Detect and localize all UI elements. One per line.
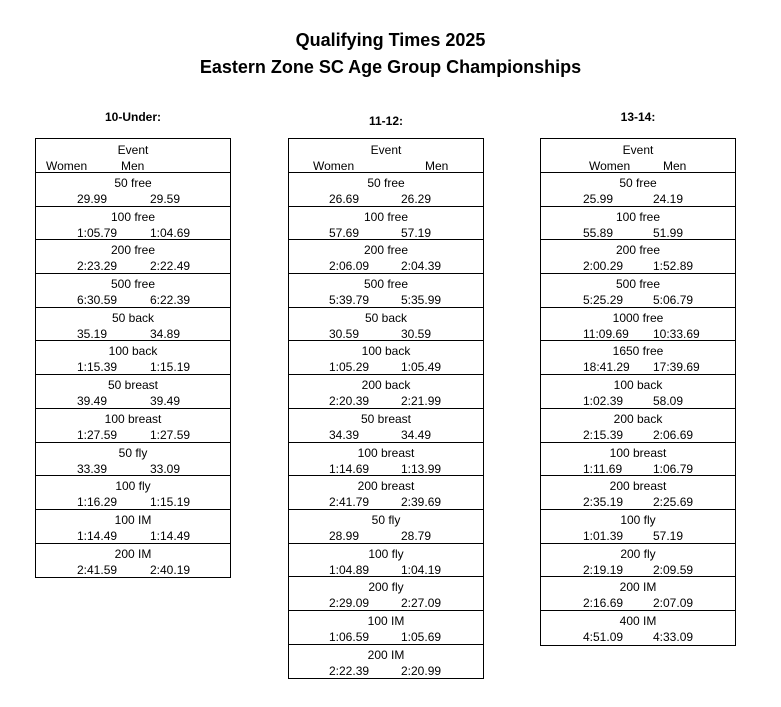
men-time: 5:06.79 [653,293,694,308]
table-row [289,341,483,375]
men-time: 1:06.79 [653,461,694,476]
men-time: 1:15.19 [150,360,191,375]
table-row [289,645,483,679]
table-header [541,139,735,173]
men-time: 1:04.69 [150,225,191,240]
event-name: 100 breast [609,445,667,460]
event-name: 100 IM [114,512,152,527]
table-header [36,139,230,173]
event-name: 200 free [110,243,156,258]
men-time: 2:04.39 [401,259,442,274]
women-time: 18:41.29 [583,360,630,375]
table-row [36,341,230,375]
women-time: 1:14.49 [77,528,118,543]
table-row [289,544,483,578]
men-time: 2:39.69 [401,495,442,510]
event-name: 100 free [363,209,409,224]
qualifying-table-13-14 [540,138,736,646]
women-time: 39.49 [77,394,108,409]
table-row [541,577,735,611]
women-time: 55.89 [583,225,614,240]
group-label-13-14: 13-14: [620,110,656,124]
women-time: 1:14.69 [329,461,370,476]
event-name: 1650 free [612,344,664,359]
event-name: 100 breast [104,411,162,426]
women-time: 2:35.19 [583,495,624,510]
table-row [289,375,483,409]
table-row [289,274,483,308]
men-time: 6:22.39 [150,293,191,308]
women-time: 2:00.29 [583,259,624,274]
event-name: 50 fly [371,512,401,527]
event-name: 200 fly [620,546,656,561]
event-name: 1000 free [612,310,664,325]
women-time: 1:15.39 [77,360,118,375]
qualifying-table-10-under [35,138,231,578]
header-men: Men [121,159,145,173]
men-time: 2:09.59 [653,562,694,577]
men-time: 4:33.09 [653,629,694,644]
table-row [541,611,735,645]
women-time: 57.69 [329,225,360,240]
men-time: 39.49 [150,394,181,409]
table-row [289,173,483,207]
table-row [36,476,230,510]
table-row [36,510,230,544]
event-name: 100 free [110,209,156,224]
event-name: 200 free [615,243,661,258]
table-row [36,544,230,578]
table-row [541,173,735,207]
event-name: 400 IM [619,613,657,628]
men-time: 5:35.99 [401,293,442,308]
men-time: 1:13.99 [401,461,442,476]
women-time: 35.19 [77,326,108,341]
table-row [36,240,230,274]
table-row [289,409,483,443]
women-time: 29.99 [77,192,108,206]
event-name: 50 breast [360,411,412,426]
group-label-11-12: 11-12: [368,114,404,128]
women-time: 5:39.79 [329,293,370,308]
men-time: 2:06.69 [653,427,694,442]
event-name: 100 breast [357,445,415,460]
table-row [289,510,483,544]
men-time: 57.19 [401,225,432,240]
event-name: 500 free [363,277,409,292]
table-row [36,274,230,308]
men-time: 29.59 [150,192,181,206]
event-name: 50 free [114,176,152,190]
women-time: 6:30.59 [77,293,118,308]
table-row [541,409,735,443]
table-row [289,308,483,342]
women-time: 5:25.29 [583,293,624,308]
men-time: 2:20.99 [401,663,442,678]
men-time: 1:52.89 [653,259,694,274]
men-time: 28.79 [401,528,432,543]
event-name: 100 back [613,378,663,393]
women-time: 1:05.29 [329,360,370,375]
event-name: 50 breast [107,378,159,393]
men-time: 2:22.49 [150,259,191,274]
page-subtitle: Eastern Zone SC Age Group Championships [199,57,582,77]
men-time: 57.19 [653,528,684,543]
men-time: 24.19 [653,192,684,206]
event-name: 200 breast [357,479,415,494]
event-name: 200 fly [368,580,404,595]
women-time: 34.39 [329,427,360,442]
men-time: 1:04.19 [401,562,442,577]
table-row [36,308,230,342]
men-time: 1:15.19 [150,495,191,510]
table-row [541,510,735,544]
event-name: 500 free [615,277,661,292]
women-time: 2:41.79 [329,495,370,510]
women-time: 2:06.09 [329,259,370,274]
header-event: Event [117,143,149,157]
women-time: 2:41.59 [77,562,118,577]
event-name: 50 back [111,310,155,325]
event-name: 50 fly [118,445,148,460]
event-name: 200 breast [609,479,667,494]
event-name: 50 free [367,176,405,190]
table-row [541,443,735,477]
event-name: 200 IM [619,580,657,595]
women-time: 1:11.69 [583,461,623,476]
table-row [36,207,230,241]
women-time: 4:51.09 [583,629,624,644]
event-name: 100 fly [115,479,151,494]
table-row [541,274,735,308]
table-row [541,207,735,241]
women-time: 25.99 [583,192,614,206]
women-time: 1:06.59 [329,629,370,644]
men-time: 2:21.99 [401,394,442,409]
table-row [289,611,483,645]
women-time: 2:16.69 [583,596,624,611]
men-time: 1:27.59 [150,427,191,442]
table-row [541,308,735,342]
event-name: 200 back [613,411,663,426]
men-time: 1:05.49 [401,360,442,375]
table-row [289,240,483,274]
women-time: 2:20.39 [329,394,370,409]
header-women: Women [313,159,355,173]
men-time: 34.89 [150,326,181,341]
women-time: 2:15.39 [583,427,624,442]
event-name: 100 fly [368,546,404,561]
qualifying-table-11-12 [288,138,484,679]
table-row [541,375,735,409]
women-time: 1:16.29 [77,495,118,510]
women-time: 33.39 [77,461,108,476]
table-header [289,139,483,173]
men-time: 10:33.69 [653,326,700,341]
event-name: 100 back [361,344,411,359]
event-name: 500 free [110,277,156,292]
table-row [289,577,483,611]
men-time: 1:14.49 [150,528,191,543]
men-time: 1:05.69 [401,629,442,644]
women-time: 1:27.59 [77,427,118,442]
table-row [289,443,483,477]
event-name: 200 IM [367,647,405,662]
event-name: 200 free [363,243,409,258]
women-time: 11:09.69 [583,326,629,341]
men-time: 30.59 [401,326,432,341]
women-time: 26.69 [329,192,360,206]
event-name: 200 back [361,378,411,393]
women-time: 2:29.09 [329,596,370,611]
women-time: 2:19.19 [583,562,624,577]
table-row [541,544,735,578]
table-row [36,409,230,443]
table-row [541,240,735,274]
header-men: Men [425,159,449,173]
event-name: 50 free [619,176,657,190]
event-name: 100 fly [620,512,656,527]
event-name: 100 back [108,344,158,359]
page-title: Qualifying Times 2025 [295,30,486,50]
men-time: 26.29 [401,192,432,206]
event-name: 50 back [364,310,408,325]
header-event: Event [370,143,402,157]
table-row [36,173,230,207]
event-name: 100 free [615,209,661,224]
header-women: Women [46,159,88,173]
women-time: 1:04.89 [329,562,370,577]
header-women: Women [589,159,631,173]
men-time: 2:27.09 [401,596,442,611]
event-name: 100 IM [367,613,405,628]
men-time: 33.09 [150,461,181,476]
table-row [36,443,230,477]
men-time: 34.49 [401,427,432,442]
table-row [289,476,483,510]
men-time: 2:07.09 [653,596,694,611]
men-time: 2:25.69 [653,495,694,510]
table-row [541,341,735,375]
women-time: 2:23.29 [77,259,118,274]
table-row [36,375,230,409]
header-men: Men [663,159,687,173]
women-time: 1:05.79 [77,225,118,240]
men-time: 2:40.19 [150,562,191,577]
women-time: 1:01.39 [583,528,624,543]
event-name: 200 IM [114,546,152,561]
men-time: 51.99 [653,225,684,240]
women-time: 2:22.39 [329,663,370,678]
table-row [541,476,735,510]
women-time: 28.99 [329,528,360,543]
group-label-10-under: 10-Under: [104,110,161,124]
men-time: 17:39.69 [653,360,700,375]
women-time: 30.59 [329,326,360,341]
table-row [289,207,483,241]
women-time: 1:02.39 [583,394,624,409]
header-event: Event [622,143,654,157]
men-time: 58.09 [653,394,684,409]
